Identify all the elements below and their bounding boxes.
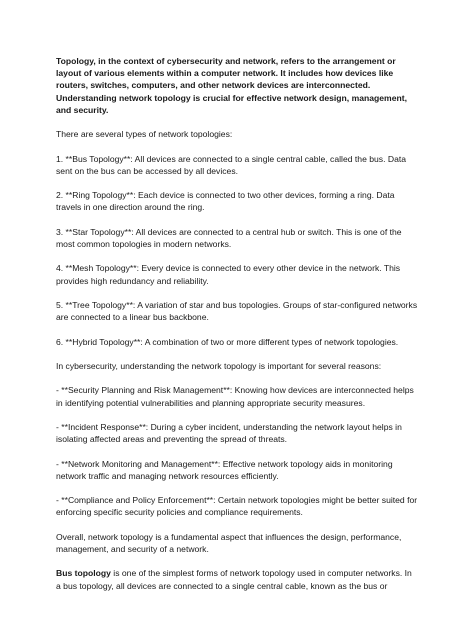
compliance-item: - **Compliance and Policy Enforcement**: Certain network topologies might be better suited for enforcing specific security policies and compliance requirements. xyxy=(56,495,418,518)
document-body xyxy=(56,55,418,592)
ring-topology-item: 2. **Ring Topology**: Each device is connected to two other devices, forming a ring. Data travels in one direction around the ring. xyxy=(56,190,395,213)
mesh-topology-item: 4. **Mesh Topology**: Every device is connected to every other device in the network. This provides high redundancy and reliability. xyxy=(56,263,401,286)
bus-topology-heading: Bus topology xyxy=(56,568,111,579)
security-planning-item: - **Security Planning and Risk Management**: Knowing how devices are interconnected helps in identifying potential vulnerabilities and planning appropriate security measures. xyxy=(56,385,414,408)
tree-topology-item: 5. **Tree Topology**: A variation of star and bus topologies. Groups of star-configured networks are connected to a linear bus backbone. xyxy=(56,299,418,323)
star-topology-item: 3. **Star Topology**: All devices are connected to a central hub or switch. This is one of the most common topologies in modern networks. xyxy=(56,226,402,249)
hybrid-topology-item: 6. **Hybrid Topology**: A combination of two or more different types of network topologies. xyxy=(56,336,399,347)
intro-paragraph: Topology, in the context of cybersecurity and network, refers to the arrangement or layout of various elements within a computer network. It includes how devices like routers, switches, computers, and other network devices are interconnected. Understanding network topology is crucial for effective network design, management, and security. xyxy=(56,56,407,115)
types-intro-paragraph: There are several types of network topologies: xyxy=(56,129,233,140)
network-monitoring-item: - **Network Monitoring and Management**: Effective network topology aids in monitoring network traffic and managing network resources efficiently. xyxy=(56,458,393,481)
incident-response-item: - **Incident Response**: During a cyber incident, understanding the network layout helps in isolating affected areas and preventing the spread of threats. xyxy=(56,421,402,445)
bus-topology-text: is one of the simplest forms of network topology used in computer networks. In a bus topology, all devices are connected to a single central cable, known as the bus or xyxy=(56,568,412,591)
bus-topology-item: 1. **Bus Topology**: All devices are connected to a single central cable, called the bus. Data sent on the bus can be accessed by all devices. xyxy=(56,153,407,176)
overall-paragraph: Overall, network topology is a fundamental aspect that influences the design, performance, management, and security of a network. xyxy=(56,531,402,554)
reasons-intro-paragraph: In cybersecurity, understanding the network topology is important for several reasons: xyxy=(56,360,382,371)
bus-topology-paragraph xyxy=(56,567,418,591)
